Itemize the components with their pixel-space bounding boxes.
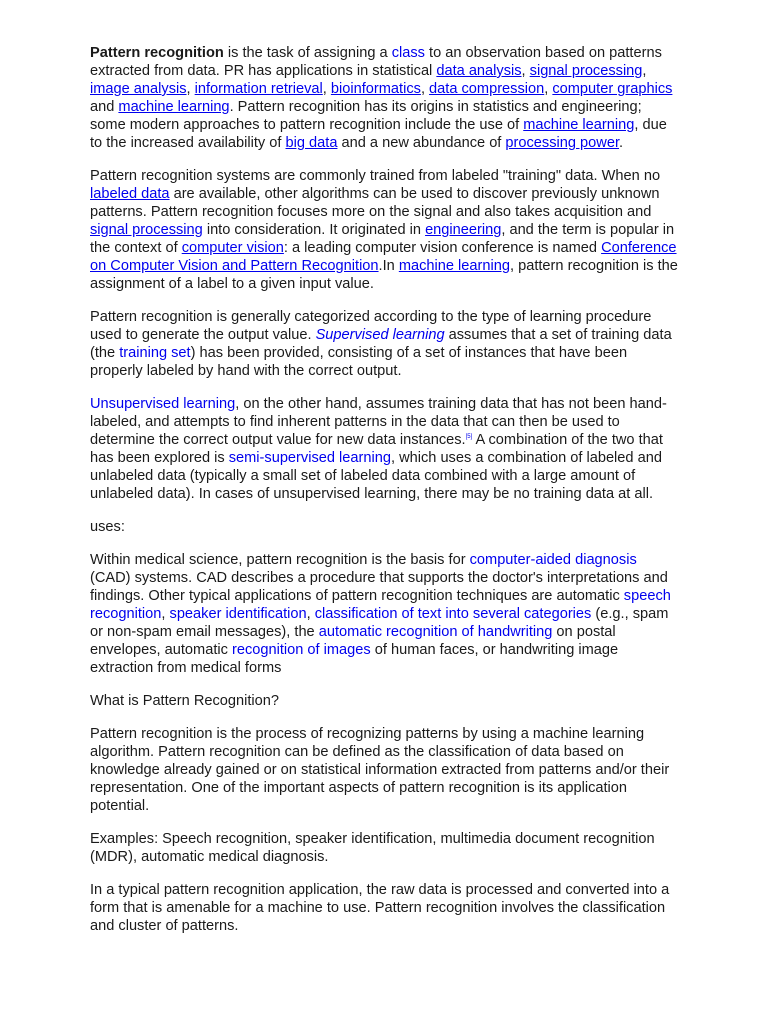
- link-image-recognition[interactable]: recognition of images: [231, 642, 371, 658]
- link-machine-learning-3[interactable]: machine learning: [398, 258, 510, 274]
- link-text-classification[interactable]: classification of text into several categories: [314, 606, 592, 622]
- text-span: , which uses a combination of labeled and unlabeled data (typically a small set of labeled data combined with a large amount of unlabeled data). In cases of unsupervised learning, there may be no training data at all.: [90, 450, 662, 502]
- text-span: Pattern recognition systems are commonly trained from labeled "training" data. When no: [90, 168, 661, 184]
- link-computer-vision[interactable]: computer vision: [181, 240, 284, 256]
- text-span: , due to the increased availability of: [90, 117, 667, 151]
- text-span: are available, other algorithms can be used to discover previously unknown patterns. Pattern recognition focuses more on the signal and also takes acquisition and: [90, 186, 660, 220]
- link-processing-power[interactable]: processing power: [505, 135, 619, 151]
- link-image-analysis[interactable]: image analysis: [90, 81, 187, 97]
- link-computer-aided-diagnosis[interactable]: computer-aided diagnosis: [469, 552, 637, 568]
- text-span: into consideration. It originated in: [202, 222, 426, 238]
- link-text: Supervised learning: [315, 327, 445, 343]
- link-signal-processing[interactable]: signal processing: [529, 63, 643, 79]
- link-signal-processing-2[interactable]: signal processing: [90, 222, 203, 238]
- text-span: . Pattern recognition has its origins in statistics and engineering; some modern approaches to pattern recognition include the use of: [90, 99, 642, 133]
- paragraph-examples: Examples: Speech recognition, speaker identification, multimedia document recognition (MDR), automatic medical diagnosis.: [90, 831, 655, 865]
- text-span: ) has been provided, consisting of a set of instances that have been properly labeled by hand with the correct output.: [90, 345, 628, 379]
- link-class[interactable]: class: [391, 45, 425, 61]
- link-machine-learning[interactable]: machine learning: [118, 99, 230, 115]
- link-cvpr-conference[interactable]: Conference on Computer Vision and Pattern Recognition: [90, 240, 677, 274]
- text-span: ,: [306, 606, 315, 622]
- paragraph-training: [90, 167, 680, 293]
- text-span: assumes that a set of training data (the: [90, 327, 672, 361]
- link-bioinformatics[interactable]: bioinformatics: [330, 81, 421, 97]
- paragraph-application: In a typical pattern recognition application, the raw data is processed and converted into a form that is amenable for a machine to use. Pattern recognition involves the classification and cluster of patterns.: [90, 882, 670, 934]
- text-span: , pattern recognition is the assignment of a label to a given input value.: [90, 258, 678, 292]
- link-data-analysis[interactable]: data analysis: [436, 63, 522, 79]
- reference-link-5[interactable]: [5]: [465, 434, 473, 441]
- link-computer-graphics[interactable]: computer graphics: [552, 81, 673, 97]
- link-data-compression[interactable]: data compression: [429, 81, 545, 97]
- paragraph-uses: uses:: [90, 519, 125, 535]
- link-semi-supervised-learning[interactable]: semi-supervised learning: [228, 450, 391, 466]
- text-span: Within medical science, pattern recognition is the basis for: [90, 552, 470, 568]
- link-speaker-identification[interactable]: speaker identification: [169, 606, 307, 622]
- link-speech-recognition[interactable]: speech recognition: [90, 588, 671, 622]
- text-span: and a new abundance of: [337, 135, 506, 151]
- paragraph-supervised: [90, 308, 680, 380]
- paragraph-question-heading: What is Pattern Recognition?: [90, 693, 280, 709]
- paragraph-medical: [90, 551, 680, 677]
- text-span: to an observation based on patterns extracted from data. PR has applications in statistical: [90, 45, 662, 79]
- text-span: Pattern recognition is generally categorized according to the type of learning procedure used to generate the output value.: [90, 309, 652, 343]
- text-span: , and the term is popular in the context of: [90, 222, 675, 256]
- term-pattern-recognition: Pattern recognition: [90, 45, 224, 61]
- text-span: .: [619, 135, 624, 151]
- link-information-retrieval[interactable]: information retrieval: [194, 81, 323, 97]
- link-big-data[interactable]: big data: [285, 135, 338, 151]
- text-span: .In: [378, 258, 399, 274]
- link-engineering[interactable]: engineering: [425, 222, 502, 238]
- text-span: (CAD) systems. CAD describes a procedure that supports the doctor's interpretations and findings. Other typical applications of pattern recognition techniques are automatic: [90, 570, 668, 604]
- paragraph-unsupervised: [90, 395, 680, 503]
- text-span: A combination of the two that has been explored is: [90, 432, 663, 466]
- text-span: : a leading computer vision conference is named: [283, 240, 602, 256]
- paragraph-intro: Pattern recognition is the task of assigning a class to an observation based on patterns extracted from data. PR has applications in statistical data analysis, signal processing, image analysis, information retrieval, bioinformatics, data compression, computer graphics and machine learning. Pattern recognition has its origins in statistics and engineering; some modern approaches to pattern recognition include the use of machine learning, due to the increased availability of big data and a new abundance of processing power.: [90, 45, 673, 151]
- paragraph-definition: Pattern recognition is the process of recognizing patterns by using a machine learning algorithm. Pattern recognition can be defined as the classification of data based on knowledge already gained or on statistical information extracted from patterns and/or their representation. One of the important aspects of pattern recognition is its application potential.: [90, 726, 670, 814]
- text-span: is the task of assigning a: [223, 45, 392, 61]
- link-unsupervised-learning[interactable]: Unsupervised learning: [90, 396, 236, 412]
- text-span: ,: [161, 606, 170, 622]
- link-training-set[interactable]: training set: [119, 345, 191, 361]
- text-span: of human faces, or handwriting image extraction from medical forms: [90, 642, 619, 676]
- text-span: and: [90, 99, 119, 115]
- link-supervised-learning[interactable]: [316, 327, 445, 343]
- link-machine-learning-2[interactable]: machine learning: [523, 117, 635, 133]
- text-span: (e.g., spam or non-spam email messages), the: [90, 606, 669, 640]
- text-span: on postal envelopes, automatic: [90, 624, 616, 658]
- link-labeled-data[interactable]: labeled data: [90, 186, 170, 202]
- text-span: , on the other hand, assumes training data that has not been hand-labeled, and attempts to find inherent patterns in the data that can then be used to determine the correct output value for new data instances.: [90, 396, 667, 448]
- link-handwriting-recognition[interactable]: automatic recognition of handwriting: [318, 624, 553, 640]
